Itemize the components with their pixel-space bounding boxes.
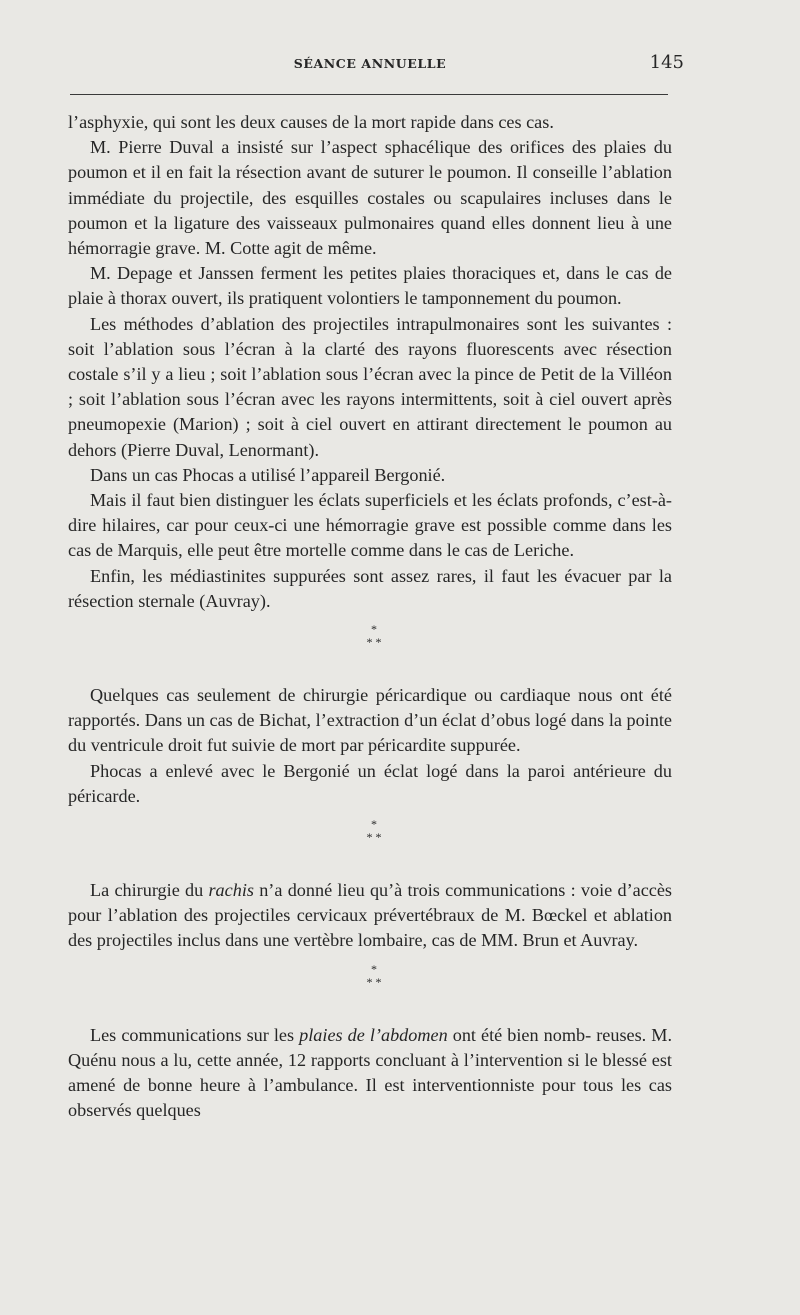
paragraph: M. Pierre Duval a insisté sur l’aspect sphacélique des orifices des plaies du poumon et il en fait la résection avant de suturer le poumon. Il conseille l’ablation immédiate du projectile, des esquilles costales ou scapulaires incluses dans le poumon et la ligature des vaisseaux pulmonaires quand elles donnent lieu à une hémorragie grave. M. Cotte agit de même. xyxy=(68,137,672,259)
paragraph: l’asphyxie, qui sont les deux causes de la mort rapide dans ces cas. xyxy=(68,112,554,132)
abdomen-after: ont été bien nomb- xyxy=(447,1024,592,1045)
body-text xyxy=(68,110,672,1124)
asterism-bottom: * * xyxy=(366,974,382,989)
asterism-top: * xyxy=(371,817,377,832)
rachis-after: n’a donné lieu qu’à trois communications : voie d’accès pour l’ablation des projectiles cervicaux prévertébraux de M. Bœckel et ablation des projectiles inclus dans une xyxy=(68,880,673,951)
asterism xyxy=(68,954,672,1023)
paragraph: Enfin, les médiastinites suppurées sont assez rares, il faut les évacuer par la résection sternale (Auvray). xyxy=(68,565,672,611)
asterism-bottom: * * xyxy=(366,830,382,845)
asterism xyxy=(68,809,672,878)
rachis-end: vertèbre lombaire, cas de MM. Brun et Auvray. xyxy=(293,930,639,951)
paragraph-rachis xyxy=(68,878,672,954)
page-header xyxy=(68,52,684,78)
paragraph: Dans un cas Phocas a utilisé l’appareil Bergonié. xyxy=(90,464,446,485)
asterism xyxy=(68,614,672,683)
paragraph: Quelques cas seulement de chirurgie péricardique ou cardiaque nous ont été rapportés. Dans un cas de Bichat, l’extraction d’un éclat d’obus logé dans la pointe du ventricule droit fut suivie de mort par péricardite suppurée. xyxy=(68,685,672,756)
paragraph: Les méthodes d’ablation des projectiles intrapulmonaires sont les suivantes : soit l’ablation sous l’écran à la clarté des rayons fluorescents avec résection costale s’il y a lieu ; soit l’ablation sous l’écran avec la pince de Petit de la Villéon ; soit l’ablation sous l’écran avec les rayons intermittents, soit à ciel ouvert après pneumopexie (Marion) ; soit à ciel ouvert en attirant directement le poumon au dehors (Pierre Duval, Lenormant). xyxy=(68,313,672,460)
paragraph: M. Depage et Janssen ferment les petites plaies thoraciques et, dans le cas de plaie à thorax ouvert, ils pratiquent volontiers le tamponnement du poumon. xyxy=(68,263,672,309)
paragraph-abdomen xyxy=(68,1023,672,1124)
asterism-top: * xyxy=(371,622,377,637)
abdomen-italic: plaies de l’abdomen xyxy=(299,1024,448,1045)
asterism-bottom: * * xyxy=(366,635,382,650)
running-title: SÉANCE ANNUELLE xyxy=(293,56,447,71)
abdomen-rest: reuses. M. Quénu nous a lu, cette année, 12 rapports concluant à l’intervention si le blessé est amené de bonne heure à l’ambulance. Il est interventionniste pour tous les cas observés quelques xyxy=(68,1024,672,1121)
abdomen-before: Les communications sur les xyxy=(90,1024,300,1045)
asterism-top: * xyxy=(371,961,377,976)
page-number: 145 xyxy=(649,52,684,73)
paragraph: Phocas a enlevé avec le Bergonié un éclat logé dans la paroi antérieure du péricarde. xyxy=(68,760,672,806)
header-rule xyxy=(70,94,668,95)
rachis-italic: rachis xyxy=(208,880,254,901)
paragraph: Mais il faut bien distinguer les éclats superficiels et les éclats profonds, c’est-à-dire hilaires, car pour ceux-ci une hémorragie grave est possible comme dans les cas de Marquis, elle peut être mortelle comme dans le cas de Leriche. xyxy=(68,490,672,561)
rachis-before: La chirurgie du xyxy=(90,880,209,901)
